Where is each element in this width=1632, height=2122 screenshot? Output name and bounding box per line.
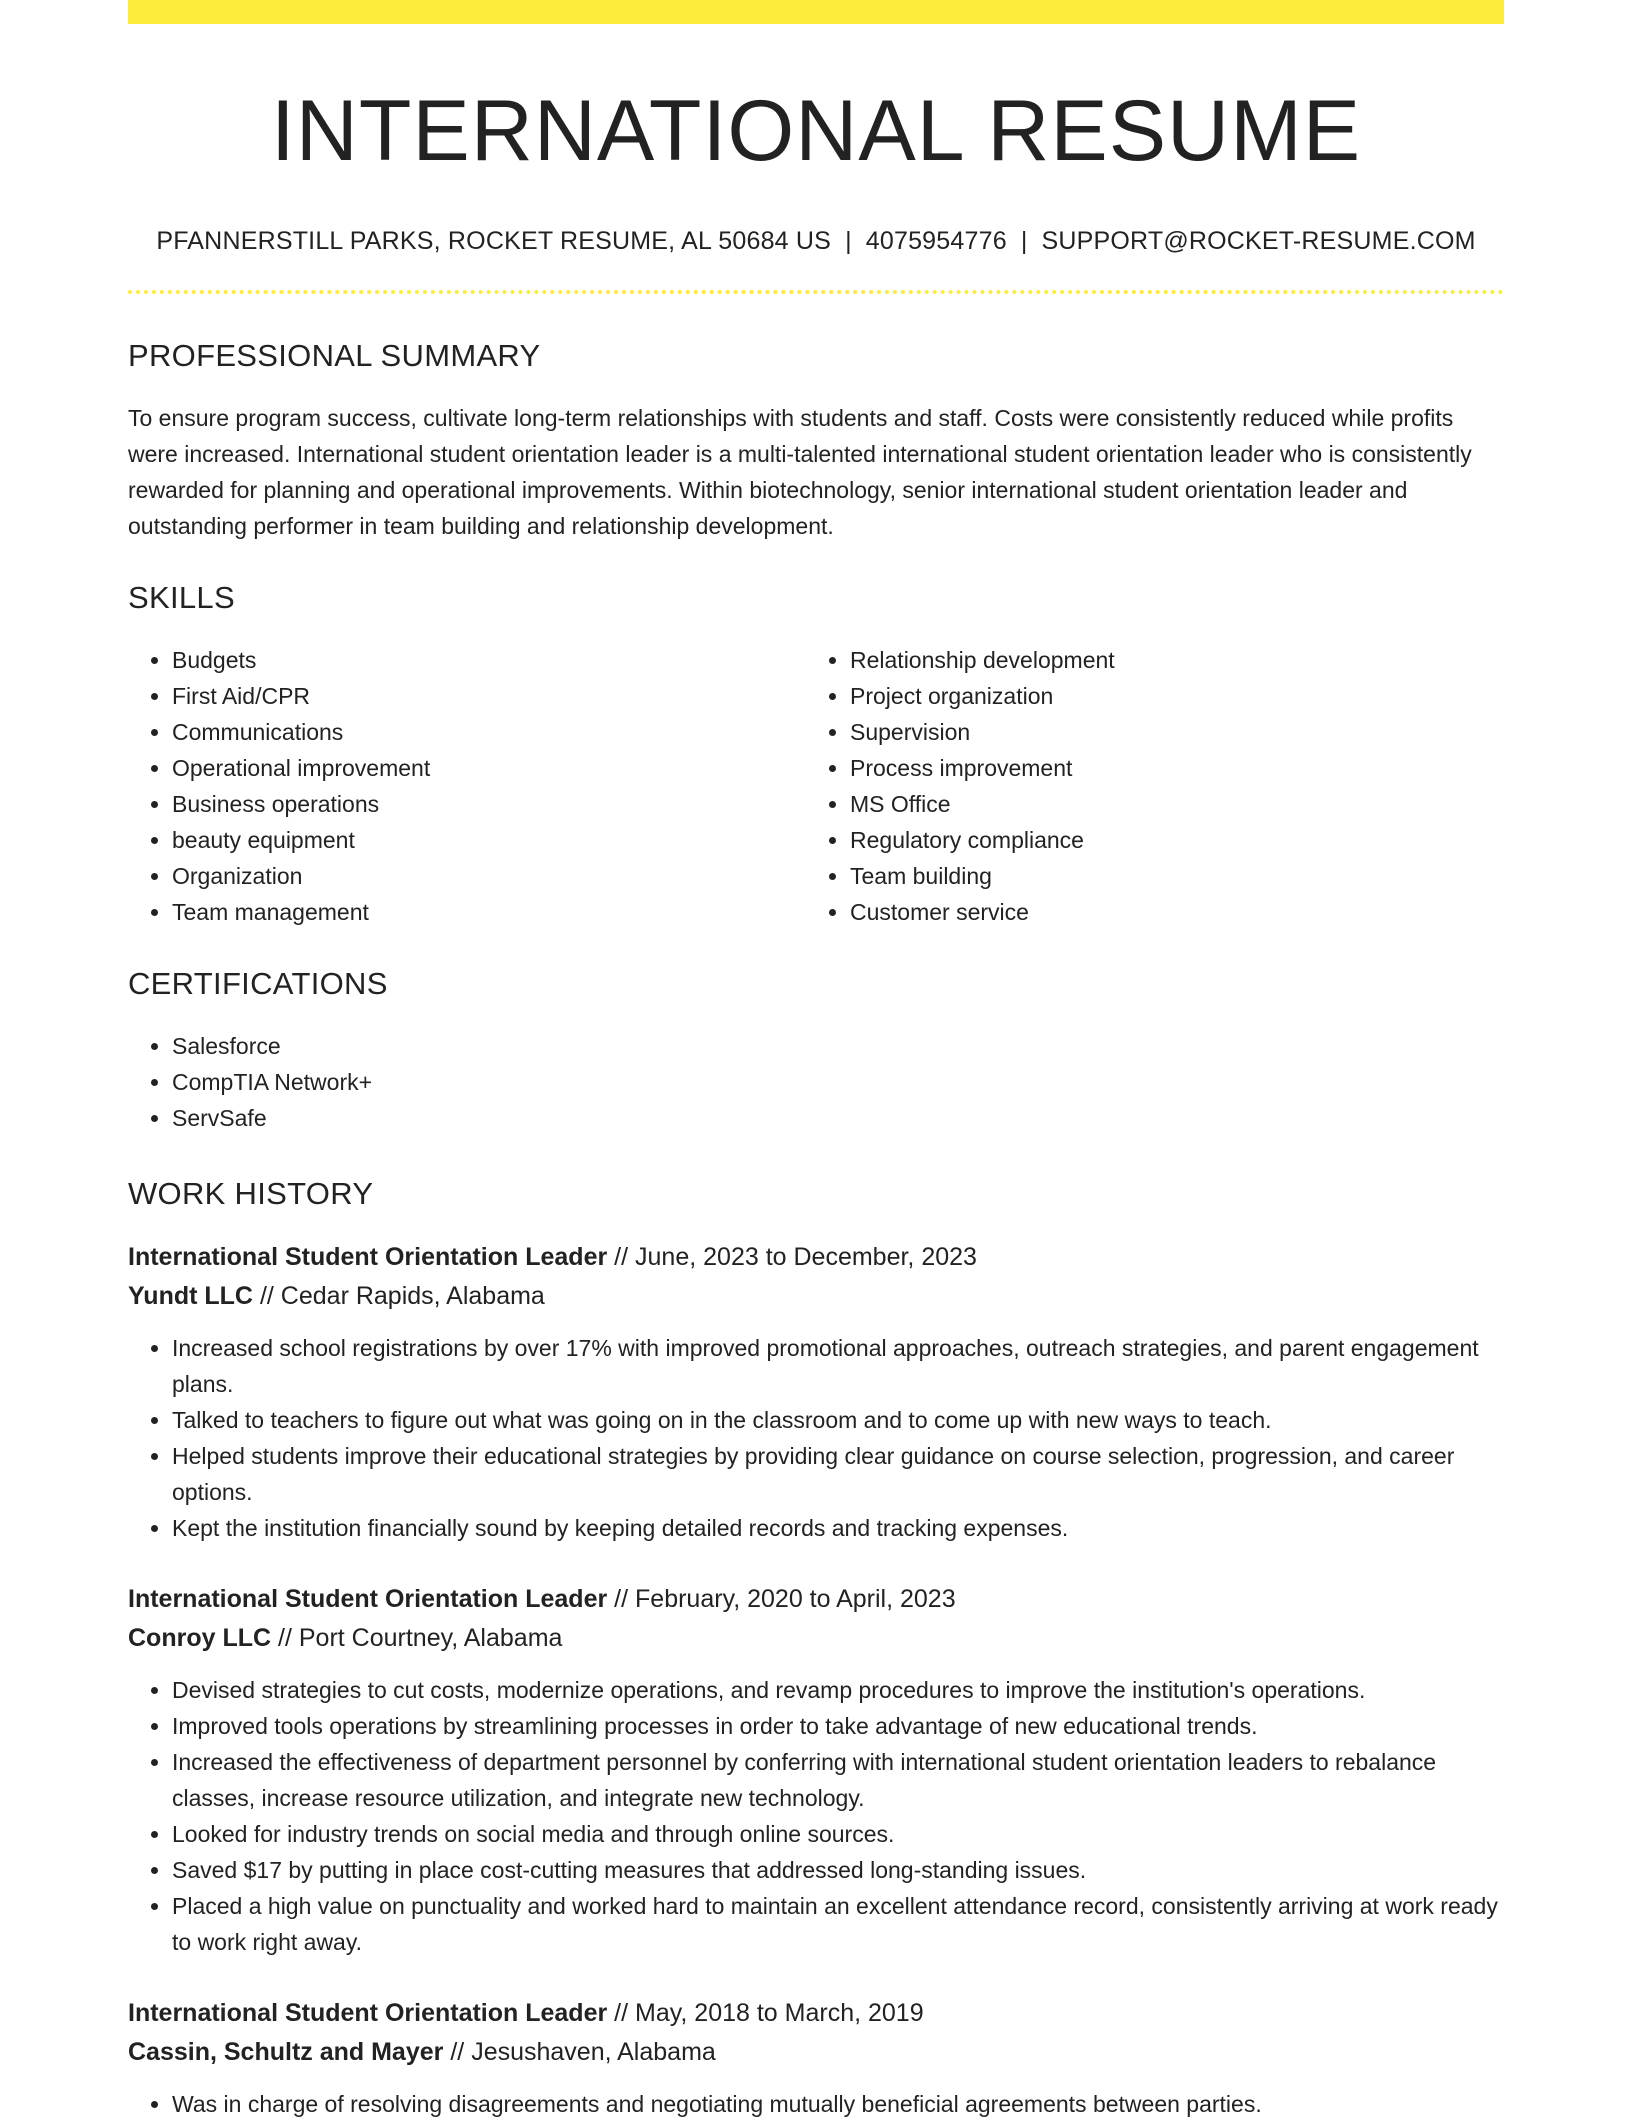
job-separator: // [278, 1624, 292, 1653]
skill-item: • Supervision [850, 714, 1484, 750]
resume-title: INTERNATIONAL RESUME [270, 83, 1362, 179]
summary-text: To ensure program success, cultivate long-term relationships with students and staff. Costs were consistently reduced while profits were increased. International student orientation leader is a multi-talented international student orientation leader who is consistently rewarded for planning and operational improvements. Within biotechnology, senior international student orientation leader and outstanding performer in team building and relationship development. [128, 405, 1472, 540]
job-role-line [128, 1238, 1504, 1277]
job-bullet: • Placed a high value on punctuality and worked hard to maintain an excellent attendance record, consistently arriving at work ready to work right away. [172, 1888, 1504, 1960]
job-location: Cedar Rapids, Alabama [280, 1282, 545, 1311]
job-bullet: • Increased the effectiveness of department personnel by conferring with international student orientation leaders to rebalance classes, increase resource utilization, and integrate new technology. [172, 1744, 1504, 1816]
job-location: Jesushaven, Alabama [471, 2038, 716, 2067]
skill-item: • Business operations [172, 786, 806, 822]
job-company-line [128, 1277, 1504, 1316]
contact-address: PFANNERSTILL PARKS, ROCKET RESUME, AL 50684 US [156, 227, 832, 256]
contact-line [128, 227, 1504, 256]
job-company: Conroy LLC [128, 1624, 272, 1653]
job-bullet: • Was in charge of resolving disagreements and negotiating mutually beneficial agreements between parties. [172, 2086, 1504, 2122]
skill-item: • Budgets [172, 642, 806, 678]
job-bullet: • Improved tools operations by streamlining processes in order to take advantage of new educational trends. [172, 1708, 1504, 1744]
dotted-divider [128, 290, 1504, 294]
job-bullet: • Kept the institution financially sound by keeping detailed records and tracking expenses. [172, 1510, 1504, 1546]
certifications-heading: CERTIFICATIONS [128, 966, 388, 1002]
job-company: Yundt LLC [128, 1282, 253, 1311]
skill-item: • Project organization [850, 678, 1484, 714]
skills-columns [128, 642, 1504, 930]
job-bullet: • Looked for industry trends on social media and through online sources. [172, 1816, 1504, 1852]
job-location: Port Courtney, Alabama [298, 1624, 563, 1653]
contact-phone: 4075954776 [865, 227, 1007, 256]
job-entry [128, 1994, 1504, 2122]
contact-email: SUPPORT@ROCKET-RESUME.COM [1041, 227, 1476, 256]
skill-item: • Regulatory compliance [850, 822, 1484, 858]
job-separator: // [614, 1585, 629, 1614]
job-role-line [128, 1994, 1504, 2033]
contact-separator: | [1020, 227, 1028, 256]
job-entry [128, 1580, 1504, 1960]
skill-item: • Organization [172, 858, 806, 894]
job-bullet: • Helped students improve their educational strategies by providing clear guidance on course selection, progression, and career options. [172, 1438, 1504, 1510]
certification-item: • ServSafe [172, 1100, 1504, 1136]
job-bullet: • Increased school registrations by over 17% with improved promotional approaches, outreach strategies, and parent engagement plans. [172, 1330, 1504, 1402]
job-role: International Student Orientation Leader [128, 1243, 608, 1272]
job-role: International Student Orientation Leader [128, 1585, 608, 1614]
job-bullet: • Talked to teachers to figure out what was going on in the classroom and to come up with new ways to teach. [172, 1402, 1504, 1438]
job-separator: // [614, 1999, 629, 2028]
job-separator: // [450, 2038, 465, 2067]
skills-left-list [128, 642, 806, 930]
job-dates: February, 2020 to April, 2023 [635, 1585, 956, 1614]
job-bullets [128, 1330, 1504, 1546]
resume-page [128, 0, 1504, 2122]
skill-item: • Communications [172, 714, 806, 750]
skill-item: • Team building [850, 858, 1484, 894]
certification-item: • CompTIA Network+ [172, 1064, 1504, 1100]
job-bullet: • Devised strategies to cut costs, modernize operations, and revamp procedures to improve the institution's operations. [172, 1672, 1504, 1708]
job-bullets [128, 1672, 1504, 1960]
summary-heading: PROFESSIONAL SUMMARY [128, 338, 541, 374]
accent-bar [128, 0, 1504, 24]
skill-item: • Process improvement [850, 750, 1484, 786]
skill-item: • Team management [172, 894, 806, 930]
certifications-list [128, 1028, 1504, 1136]
job-company: Cassin, Schultz and Mayer [128, 2038, 444, 2067]
skill-item: • beauty equipment [172, 822, 806, 858]
job-dates: May, 2018 to March, 2019 [635, 1999, 924, 2028]
job-company-line [128, 1619, 1504, 1658]
skill-item: • MS Office [850, 786, 1484, 822]
job-separator: // [259, 1282, 274, 1311]
contact-separator: | [845, 227, 852, 256]
skill-item: • First Aid/CPR [172, 678, 806, 714]
job-bullet: • Saved $17 by putting in place cost-cutting measures that addressed long-standing issues. [172, 1852, 1504, 1888]
job-company-line [128, 2033, 1504, 2072]
skill-item: • Relationship development [850, 642, 1484, 678]
skills-right-list [806, 642, 1484, 930]
certification-item: • Salesforce [172, 1028, 1504, 1064]
job-role: International Student Orientation Leader [128, 1999, 608, 2028]
job-entry [128, 1238, 1504, 1546]
job-separator: // [614, 1243, 629, 1272]
job-dates: June, 2023 to December, 2023 [635, 1243, 977, 1272]
skill-item: • Operational improvement [172, 750, 806, 786]
skill-item: • Customer service [850, 894, 1484, 930]
job-role-line [128, 1580, 1504, 1619]
job-bullets [128, 2086, 1504, 2122]
skills-heading: SKILLS [128, 580, 235, 616]
work-history-heading: WORK HISTORY [128, 1176, 374, 1212]
